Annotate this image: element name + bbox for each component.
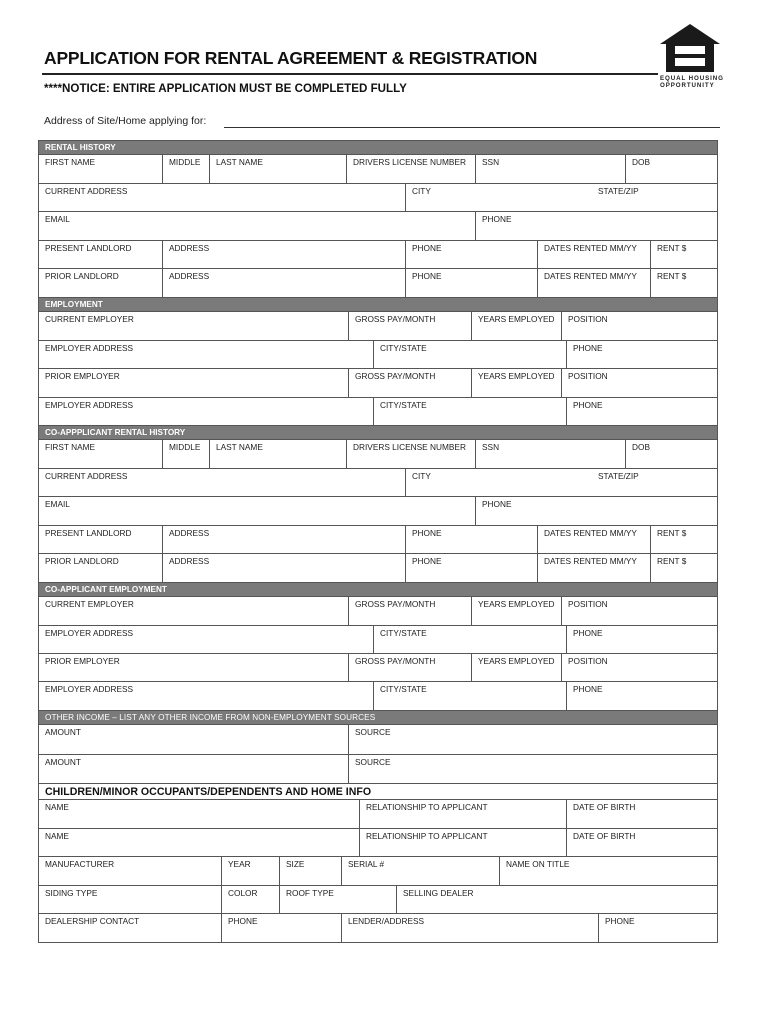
color-field[interactable] bbox=[221, 886, 279, 913]
landlord-phone-field[interactable] bbox=[405, 526, 537, 553]
years-employed-label: YEARS EMPLOYED bbox=[478, 371, 555, 381]
drivers-license-field[interactable] bbox=[346, 155, 475, 183]
serial-field[interactable] bbox=[341, 857, 499, 885]
employer-address-field[interactable] bbox=[39, 682, 373, 710]
gross-pay-label: GROSS PAY/MONTH bbox=[355, 314, 436, 324]
co-present-landlord-row bbox=[39, 526, 717, 554]
ssn-field[interactable] bbox=[475, 155, 625, 183]
co-prior-landlord-row bbox=[39, 554, 717, 583]
amount-field[interactable] bbox=[39, 755, 348, 783]
employer-address-label: EMPLOYER ADDRESS bbox=[45, 684, 134, 694]
co-prior-employer-address-row bbox=[39, 682, 717, 711]
last-name-label: LAST NAME bbox=[216, 442, 263, 452]
prior-landlord-label: PRIOR LANDLORD bbox=[45, 556, 119, 566]
years-employed-field[interactable] bbox=[471, 597, 561, 625]
years-employed-label: YEARS EMPLOYED bbox=[478, 656, 555, 666]
phone-label: PHONE bbox=[412, 528, 442, 538]
applicant-name-row bbox=[39, 155, 717, 184]
current-address-field[interactable] bbox=[39, 184, 405, 211]
ssn-label: SSN bbox=[482, 442, 500, 452]
section-rental-history: RENTAL HISTORY bbox=[39, 141, 717, 155]
middle-name-field[interactable] bbox=[162, 155, 209, 183]
phone-label: PHONE bbox=[482, 214, 512, 224]
middle-label: MIDDLE bbox=[169, 157, 201, 167]
address-label: ADDRESS bbox=[169, 243, 210, 253]
drivers-license-label: DRIVERS LICENSE NUMBER bbox=[353, 157, 466, 167]
current-employer-label: CURRENT EMPLOYER bbox=[45, 599, 134, 609]
source-label: SOURCE bbox=[355, 757, 391, 767]
dob-label: DOB bbox=[632, 157, 650, 167]
last-name-label: LAST NAME bbox=[216, 157, 263, 167]
position-field[interactable] bbox=[561, 369, 718, 397]
co-state-zip-field[interactable] bbox=[592, 469, 718, 496]
years-employed-field[interactable] bbox=[471, 654, 561, 681]
city-label: CITY bbox=[412, 186, 431, 196]
phone-label: PHONE bbox=[228, 916, 258, 926]
landlord-address-field[interactable] bbox=[162, 526, 405, 553]
state-zip-label: STATE/ZIP bbox=[598, 471, 639, 481]
source-field[interactable] bbox=[348, 725, 718, 754]
gross-pay-field[interactable] bbox=[348, 312, 471, 340]
dates-rented-label: DATES RENTED MM/YY bbox=[544, 243, 637, 253]
years-employed-label: YEARS EMPLOYED bbox=[478, 599, 555, 609]
co-current-employer-row bbox=[39, 597, 717, 626]
phone-label: PHONE bbox=[573, 343, 603, 353]
employer-phone-field[interactable] bbox=[566, 398, 718, 425]
dates-rented-label: DATES RENTED MM/YY bbox=[544, 528, 637, 538]
siding-type-field[interactable] bbox=[39, 886, 221, 913]
state-zip-label: STATE/ZIP bbox=[598, 186, 639, 196]
city-field[interactable] bbox=[405, 184, 592, 211]
address-label: ADDRESS bbox=[169, 528, 210, 538]
year-field[interactable] bbox=[221, 857, 279, 885]
employer-address-label: EMPLOYER ADDRESS bbox=[45, 343, 134, 353]
position-field[interactable] bbox=[561, 312, 718, 340]
section-employment: EMPLOYMENT bbox=[39, 298, 717, 312]
years-employed-field[interactable] bbox=[471, 312, 561, 340]
dealer-contact-row bbox=[39, 914, 717, 943]
employer-phone-field[interactable] bbox=[566, 682, 718, 710]
gross-pay-field[interactable] bbox=[348, 369, 471, 397]
phone-label: PHONE bbox=[412, 556, 442, 566]
prior-landlord-field[interactable] bbox=[39, 269, 162, 297]
employer-address-field[interactable] bbox=[39, 398, 373, 425]
section-co-applicant-rental-history: CO-APPPLICANT RENTAL HISTORY bbox=[39, 426, 717, 440]
name-on-title-label: NAME ON TITLE bbox=[506, 859, 570, 869]
employer-city-state-field[interactable] bbox=[373, 682, 566, 710]
dates-rented-field[interactable] bbox=[537, 554, 650, 582]
employer-phone-field[interactable] bbox=[566, 626, 718, 653]
title-divider bbox=[42, 73, 658, 75]
size-label: SIZE bbox=[286, 859, 305, 869]
address-of-site-field[interactable] bbox=[44, 115, 720, 131]
serial-label: SERIAL # bbox=[348, 859, 385, 869]
landlord-phone-field[interactable] bbox=[405, 554, 537, 582]
page-title: APPLICATION FOR RENTAL AGREEMENT & REGISTRATION bbox=[44, 48, 538, 68]
dates-rented-label: DATES RENTED MM/YY bbox=[544, 271, 637, 281]
employer-address-label: EMPLOYER ADDRESS bbox=[45, 400, 134, 410]
city-state-label: CITY/STATE bbox=[380, 343, 427, 353]
rent-field[interactable] bbox=[650, 554, 718, 582]
current-address-label: CURRENT ADDRESS bbox=[45, 186, 128, 196]
occupant-row bbox=[39, 800, 717, 829]
position-label: POSITION bbox=[568, 371, 608, 381]
co-city-field[interactable] bbox=[405, 469, 592, 496]
co-email-field[interactable] bbox=[39, 497, 475, 525]
first-name-label: FIRST NAME bbox=[45, 442, 96, 452]
manufacturer-label: MANUFACTURER bbox=[45, 859, 115, 869]
employer-city-state-field[interactable] bbox=[373, 398, 566, 425]
roof-type-field[interactable] bbox=[279, 886, 396, 913]
rent-label: RENT $ bbox=[657, 556, 687, 566]
section-children-home-info: CHILDREN/MINOR OCCUPANTS/DEPENDENTS AND HOME INFO bbox=[39, 784, 717, 800]
landlord-address-field[interactable] bbox=[162, 241, 405, 268]
co-applicant-name-row bbox=[39, 440, 717, 469]
name-label: NAME bbox=[45, 802, 69, 812]
section-co-applicant-employment: CO-APPLICANT EMPLOYMENT bbox=[39, 583, 717, 597]
applicant-contact-row bbox=[39, 212, 717, 241]
size-field[interactable] bbox=[279, 857, 341, 885]
amount-label: AMOUNT bbox=[45, 757, 81, 767]
amount-field[interactable] bbox=[39, 725, 348, 754]
lender-address-label: LENDER/ADDRESS bbox=[348, 916, 425, 926]
rent-label: RENT $ bbox=[657, 271, 687, 281]
co-phone-field[interactable] bbox=[475, 497, 718, 525]
other-income-row bbox=[39, 725, 717, 755]
position-field[interactable] bbox=[561, 597, 718, 625]
email-field[interactable] bbox=[39, 212, 475, 240]
co-employer-address-row bbox=[39, 626, 717, 654]
phone-label: PHONE bbox=[573, 400, 603, 410]
application-form bbox=[38, 140, 718, 943]
date-of-birth-label: DATE OF BIRTH bbox=[573, 831, 636, 841]
phone-label: PHONE bbox=[482, 499, 512, 509]
rent-field[interactable] bbox=[650, 526, 718, 553]
selling-dealer-label: SELLING DEALER bbox=[403, 888, 474, 898]
state-zip-field[interactable] bbox=[592, 184, 718, 211]
address-label: ADDRESS bbox=[169, 556, 210, 566]
dates-rented-field[interactable] bbox=[537, 526, 650, 553]
city-state-label: CITY/STATE bbox=[380, 400, 427, 410]
phone-label: PHONE bbox=[573, 684, 603, 694]
phone-field[interactable] bbox=[475, 212, 718, 240]
gross-pay-field[interactable] bbox=[348, 654, 471, 681]
notice-text: ****NOTICE: ENTIRE APPLICATION MUST BE COMPLETED FULLY bbox=[44, 82, 407, 95]
co-prior-employer-field[interactable] bbox=[39, 654, 348, 681]
gross-pay-label: GROSS PAY/MONTH bbox=[355, 599, 436, 609]
prior-landlord-label: PRIOR LANDLORD bbox=[45, 271, 119, 281]
equal-housing-text: EQUAL HOUSING OPPORTUNITY bbox=[660, 75, 724, 90]
rent-label: RENT $ bbox=[657, 528, 687, 538]
name-label: NAME bbox=[45, 831, 69, 841]
position-field[interactable] bbox=[561, 654, 718, 681]
lender-address-field[interactable] bbox=[341, 914, 598, 942]
co-middle-name-field[interactable] bbox=[162, 440, 209, 468]
email-label: EMAIL bbox=[45, 499, 70, 509]
phone-label: PHONE bbox=[412, 243, 442, 253]
co-last-name-field[interactable] bbox=[209, 440, 346, 468]
position-label: POSITION bbox=[568, 314, 608, 324]
present-landlord-label: PRESENT LANDLORD bbox=[45, 528, 132, 538]
first-name-field[interactable] bbox=[39, 155, 162, 183]
relationship-label: RELATIONSHIP TO APPLICANT bbox=[366, 802, 488, 812]
dob-field[interactable] bbox=[625, 155, 718, 183]
drivers-license-label: DRIVERS LICENSE NUMBER bbox=[353, 442, 466, 452]
co-present-landlord-field[interactable] bbox=[39, 526, 162, 553]
ssn-label: SSN bbox=[482, 157, 500, 167]
phone-label: PHONE bbox=[573, 628, 603, 638]
address-label: ADDRESS bbox=[169, 271, 210, 281]
co-drivers-license-field[interactable] bbox=[346, 440, 475, 468]
last-name-field[interactable] bbox=[209, 155, 346, 183]
employer-address-row bbox=[39, 341, 717, 369]
gross-pay-label: GROSS PAY/MONTH bbox=[355, 371, 436, 381]
employer-city-state-field[interactable] bbox=[373, 341, 566, 368]
phone-label: PHONE bbox=[412, 271, 442, 281]
relationship-field[interactable] bbox=[359, 829, 566, 856]
current-employer-row bbox=[39, 312, 717, 341]
date-of-birth-label: DATE OF BIRTH bbox=[573, 802, 636, 812]
co-applicant-address-row bbox=[39, 469, 717, 497]
source-field[interactable] bbox=[348, 755, 718, 783]
gross-pay-label: GROSS PAY/MONTH bbox=[355, 656, 436, 666]
other-income-row bbox=[39, 755, 717, 784]
date-of-birth-field[interactable] bbox=[566, 800, 718, 828]
prior-employer-field[interactable] bbox=[39, 369, 348, 397]
current-employer-field[interactable] bbox=[39, 312, 348, 340]
co-ssn-field[interactable] bbox=[475, 440, 625, 468]
city-label: CITY bbox=[412, 471, 431, 481]
co-first-name-field[interactable] bbox=[39, 440, 162, 468]
co-prior-landlord-field[interactable] bbox=[39, 554, 162, 582]
city-state-label: CITY/STATE bbox=[380, 628, 427, 638]
middle-label: MIDDLE bbox=[169, 442, 201, 452]
co-dob-field[interactable] bbox=[625, 440, 718, 468]
address-of-site-underline bbox=[224, 127, 720, 128]
landlord-address-field[interactable] bbox=[162, 269, 405, 297]
lender-phone-field[interactable] bbox=[598, 914, 718, 942]
co-current-employer-field[interactable] bbox=[39, 597, 348, 625]
home-details-row bbox=[39, 886, 717, 914]
section-other-income: OTHER INCOME – LIST ANY OTHER INCOME FROM NON-EMPLOYMENT SOURCES bbox=[39, 711, 717, 725]
occupant-row bbox=[39, 829, 717, 857]
dealership-contact-label: DEALERSHIP CONTACT bbox=[45, 916, 140, 926]
siding-type-label: SIDING TYPE bbox=[45, 888, 98, 898]
address-of-site-label: Address of Site/Home applying for: bbox=[44, 115, 207, 127]
current-employer-label: CURRENT EMPLOYER bbox=[45, 314, 134, 324]
dealer-phone-field[interactable] bbox=[221, 914, 341, 942]
employer-address-field[interactable] bbox=[39, 341, 373, 368]
landlord-phone-field[interactable] bbox=[405, 241, 537, 268]
rent-field[interactable] bbox=[650, 241, 718, 268]
occupant-name-field[interactable] bbox=[39, 829, 359, 856]
source-label: SOURCE bbox=[355, 727, 391, 737]
employer-city-state-field[interactable] bbox=[373, 626, 566, 653]
employer-address-label: EMPLOYER ADDRESS bbox=[45, 628, 134, 638]
phone-label: PHONE bbox=[605, 916, 635, 926]
city-state-label: CITY/STATE bbox=[380, 684, 427, 694]
dob-label: DOB bbox=[632, 442, 650, 452]
years-employed-label: YEARS EMPLOYED bbox=[478, 314, 555, 324]
email-label: EMAIL bbox=[45, 214, 70, 224]
position-label: POSITION bbox=[568, 599, 608, 609]
prior-landlord-row bbox=[39, 269, 717, 298]
dealership-contact-field[interactable] bbox=[39, 914, 221, 942]
home-info-row bbox=[39, 857, 717, 886]
landlord-address-field[interactable] bbox=[162, 554, 405, 582]
present-landlord-row bbox=[39, 241, 717, 269]
rent-field[interactable] bbox=[650, 269, 718, 297]
occupant-name-field[interactable] bbox=[39, 800, 359, 828]
prior-employer-row bbox=[39, 369, 717, 398]
co-applicant-contact-row bbox=[39, 497, 717, 526]
rent-label: RENT $ bbox=[657, 243, 687, 253]
co-prior-employer-row bbox=[39, 654, 717, 682]
year-label: YEAR bbox=[228, 859, 251, 869]
present-landlord-label: PRESENT LANDLORD bbox=[45, 243, 132, 253]
manufacturer-field[interactable] bbox=[39, 857, 221, 885]
dates-rented-label: DATES RENTED MM/YY bbox=[544, 556, 637, 566]
present-landlord-field[interactable] bbox=[39, 241, 162, 268]
gross-pay-field[interactable] bbox=[348, 597, 471, 625]
prior-employer-label: PRIOR EMPLOYER bbox=[45, 371, 120, 381]
prior-employer-address-row bbox=[39, 398, 717, 426]
dates-rented-field[interactable] bbox=[537, 241, 650, 268]
amount-label: AMOUNT bbox=[45, 727, 81, 737]
employer-phone-field[interactable] bbox=[566, 341, 718, 368]
current-address-label: CURRENT ADDRESS bbox=[45, 471, 128, 481]
employer-address-field[interactable] bbox=[39, 626, 373, 653]
position-label: POSITION bbox=[568, 656, 608, 666]
relationship-field[interactable] bbox=[359, 800, 566, 828]
color-label: COLOR bbox=[228, 888, 258, 898]
name-on-title-field[interactable] bbox=[499, 857, 718, 885]
roof-type-label: ROOF TYPE bbox=[286, 888, 334, 898]
relationship-label: RELATIONSHIP TO APPLICANT bbox=[366, 831, 488, 841]
applicant-address-row bbox=[39, 184, 717, 212]
prior-employer-label: PRIOR EMPLOYER bbox=[45, 656, 120, 666]
selling-dealer-field[interactable] bbox=[396, 886, 718, 913]
date-of-birth-field[interactable] bbox=[566, 829, 718, 856]
dates-rented-field[interactable] bbox=[537, 269, 650, 297]
landlord-phone-field[interactable] bbox=[405, 269, 537, 297]
years-employed-field[interactable] bbox=[471, 369, 561, 397]
co-current-address-field[interactable] bbox=[39, 469, 405, 496]
first-name-label: FIRST NAME bbox=[45, 157, 96, 167]
